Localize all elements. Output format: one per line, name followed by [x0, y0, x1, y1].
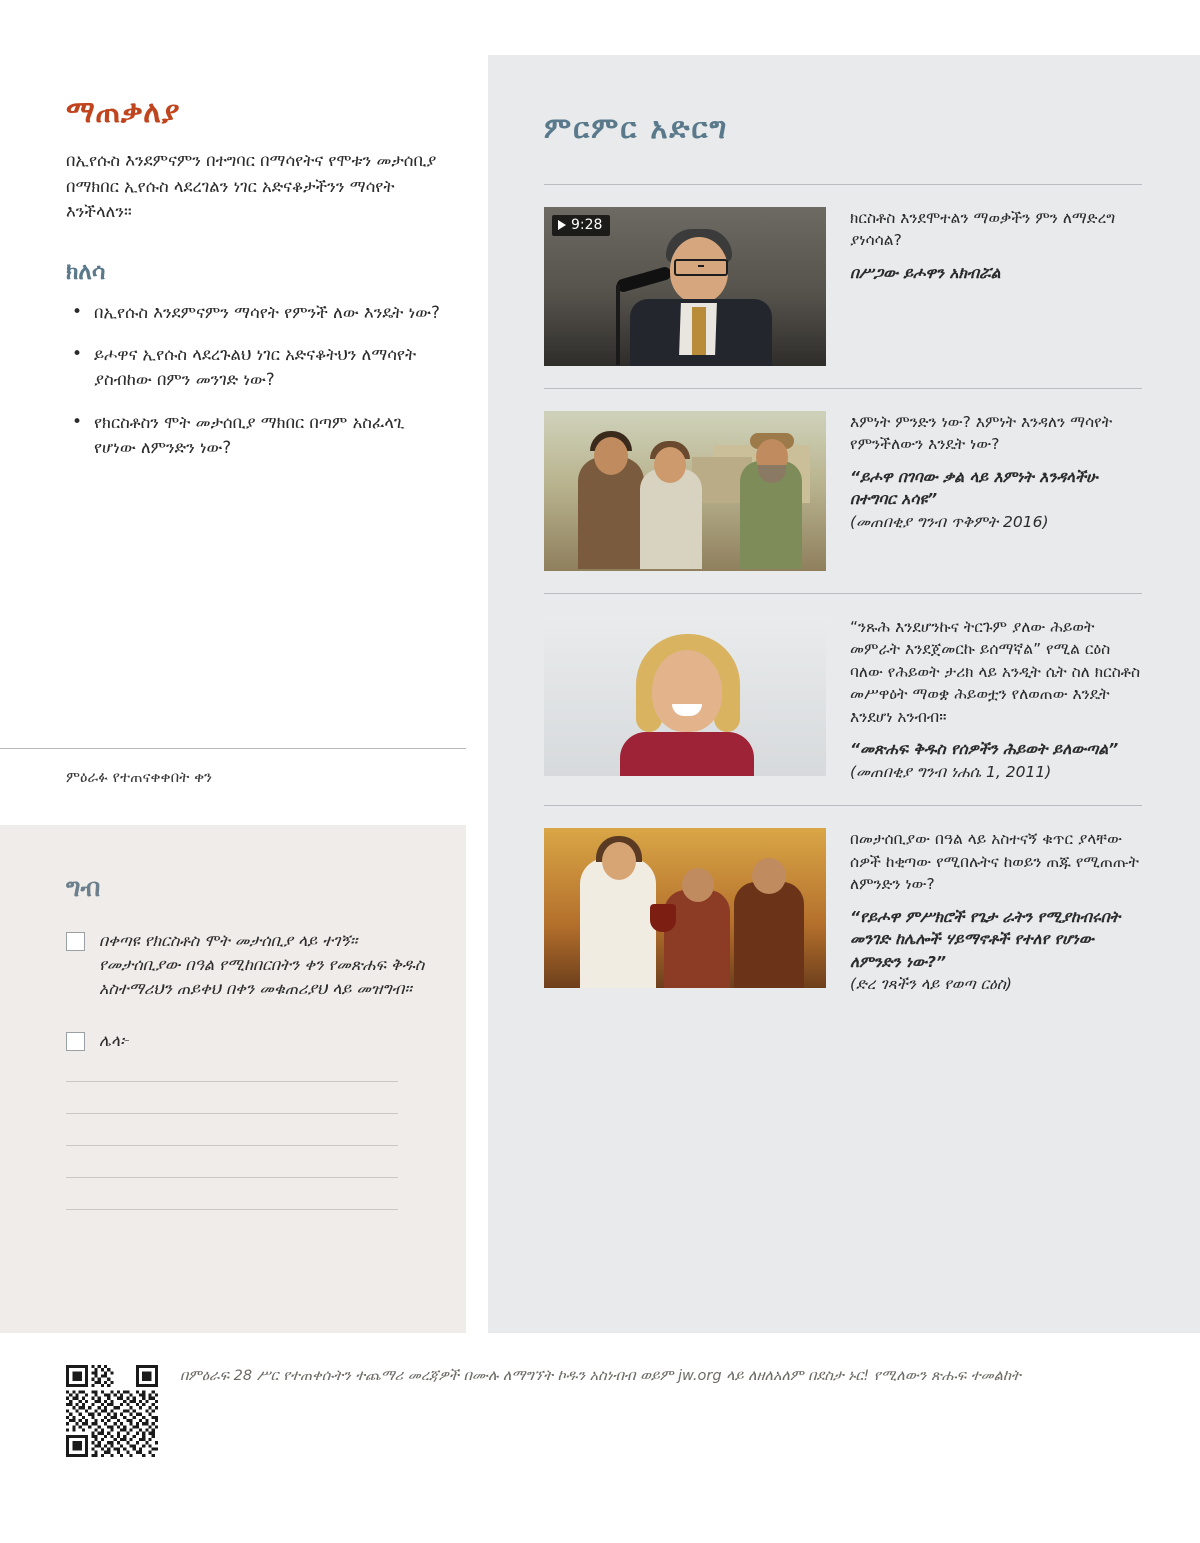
last-supper-illustration [544, 828, 826, 988]
video-duration-badge [552, 215, 610, 236]
image-thumbnail-wrap [544, 411, 826, 571]
review-heading: ክለሳ [66, 258, 106, 285]
video-thumbnail-wrap[interactable] [544, 207, 826, 366]
research-item-text [850, 616, 1142, 783]
research-item-text [850, 207, 1142, 366]
research-item-life-story[interactable] [544, 593, 1142, 805]
two-men-conversing-illustration [544, 411, 826, 571]
footer [66, 1365, 1136, 1457]
left-column [0, 95, 470, 478]
image-thumbnail [544, 828, 826, 988]
video-duration-label: 9:28 [571, 217, 603, 233]
write-line[interactable] [66, 1209, 398, 1210]
research-heading: ምርምር አድርግ [544, 111, 729, 145]
page-title: ማጠቃለያ [66, 95, 180, 130]
qr-code[interactable] [66, 1365, 158, 1457]
image-thumbnail-wrap [544, 616, 826, 783]
completion-date-label: ምዕራፉ የተጠናቀቀበት ቀን [66, 768, 213, 786]
image-thumbnail-wrap [544, 828, 826, 995]
research-reference-source: (መጠበቂያ ግንብ ጥቅምት 2016) [850, 512, 1049, 531]
other-label: ሌላ፦ [99, 1031, 129, 1050]
research-reference[interactable]: “ይሖዋ በገባው ቃል ላይ እምነት እንዳላችሁ በተግባር አሳዩ” [850, 467, 1098, 509]
list-item: • የክርስቶስን ሞት መታሰቢያ ማክበር በጣም አስፈላጊ የሆነው ለምንድን ነው? [66, 411, 446, 461]
research-reference[interactable]: “መጽሐፍ ቅዱስ የሰዎችን ሕይወት ይለውጣል” [850, 740, 1119, 759]
right-column [488, 55, 1200, 1018]
goal-heading: ግብ [66, 873, 101, 902]
research-question: ክርስቶስ እንደሞተልን ማወቃችን ምን ለማድረግ ያነሳሳል? [850, 209, 1116, 250]
goal-box [0, 825, 466, 1333]
review-question-list [66, 301, 446, 461]
goal-checkbox-row[interactable] [66, 929, 426, 1001]
image-thumbnail [544, 616, 826, 776]
research-reference[interactable]: “የይሖዋ ምሥክሮች የጌታ ራትን የሚያከብሩበት መንገድ ከሌሎች ሃይማኖቶች የተለየ የሆነው ለምንድን ነው?” [850, 907, 1121, 971]
list-item: • በኢየሱስ እንደምናምን ማሳየት የምንች ለው እንዴት ነው? [66, 301, 446, 326]
other-checkbox-row[interactable] [66, 1029, 426, 1053]
divider [0, 748, 466, 749]
write-line[interactable] [66, 1113, 398, 1114]
write-line[interactable] [66, 1081, 398, 1082]
research-question: በመታሰቢያው በዓል ላይ አስተናኝ ቁጥር ያላቸው ሰዎች ከቂጣው የሚበሉትና ከወይን ጠጁ የሚጠጡት ለምንድን ነው? [850, 830, 1139, 894]
research-item-article[interactable] [544, 388, 1142, 593]
research-item-text [850, 411, 1142, 571]
research-reference-source: (ድረ ገጻችን ላይ የወጣ ርዕስ) [850, 975, 1012, 994]
write-in-lines[interactable] [66, 1081, 426, 1210]
play-icon [558, 220, 566, 230]
checkbox-goal[interactable] [66, 932, 85, 951]
write-line[interactable] [66, 1177, 398, 1178]
intro-paragraph: በኢየሱስ እንደምናምን በተግባር በማሳየትና የሞቱን መታሰቢያ በማክበር ኢየሱስ ላደረገልን ነገር አድናቆታችንን ማሳየት እንችላለን። [66, 151, 437, 222]
research-item-list [488, 184, 1200, 1018]
checkbox-other[interactable] [66, 1032, 85, 1051]
research-item-memorial[interactable] [544, 805, 1142, 1017]
research-reference-source: (መጠበቂያ ግንብ ነሐሴ 1, 2011) [850, 762, 1052, 781]
research-item-video[interactable] [544, 184, 1142, 388]
list-item: • ይሖዋና ኢየሱስ ላደረጉልህ ነገር አድናቆትህን ለማሳየት ያስብከው በምን መንገድ ነው? [66, 343, 446, 393]
research-item-text [850, 828, 1142, 995]
goal-text: በቀጣዩ የክርስቶስ ሞት መታሰቢያ ላይ ተገኝ። የመታሰቢያው በዓል የሚከበርበትን ቀን የመጽሐፍ ቅዱስ አስተማሪህን ጠይቀህ በቀን መቁጠሪያህ ላይ መዝግብ። [99, 931, 425, 998]
research-question: እምነት ምንድን ነው? እምነት እንዳለን ማሳየት የምንችለውን እንዴት ነው? [850, 413, 1113, 454]
woman-portrait-illustration [544, 616, 826, 776]
image-thumbnail [544, 411, 826, 571]
footer-text: በምዕራፍ 28 ሥር የተጠቀሱትን ተጨማሪ መረጃዎች በሙሉ ለማግኘት ኮዱን አስነብብ ወይም jw.org ላይ ለዘለአለም በደስታ ኑር! የሚለውን ጽሑፍ ተመልከት [180, 1368, 1021, 1384]
video-thumbnail[interactable] [544, 207, 826, 366]
research-reference[interactable]: በሥጋው ይሖዋን አክብሯል [850, 263, 1001, 282]
write-line[interactable] [66, 1145, 398, 1146]
research-question: “ንጹሕ እንደሆንኩና ትርጉም ያለው ሕይወት መምራት እንደጀመርኩ ይሰማኛል” የሚል ርዕስ ባለው የሕይወት ታሪክ ላይ አንዲት ሴት ስለ ክርስቶስ መሥዋዕት ማወቋ ሕይወቷን የለወጠው እንዴት እንደሆነ አንብብ። [850, 618, 1141, 726]
